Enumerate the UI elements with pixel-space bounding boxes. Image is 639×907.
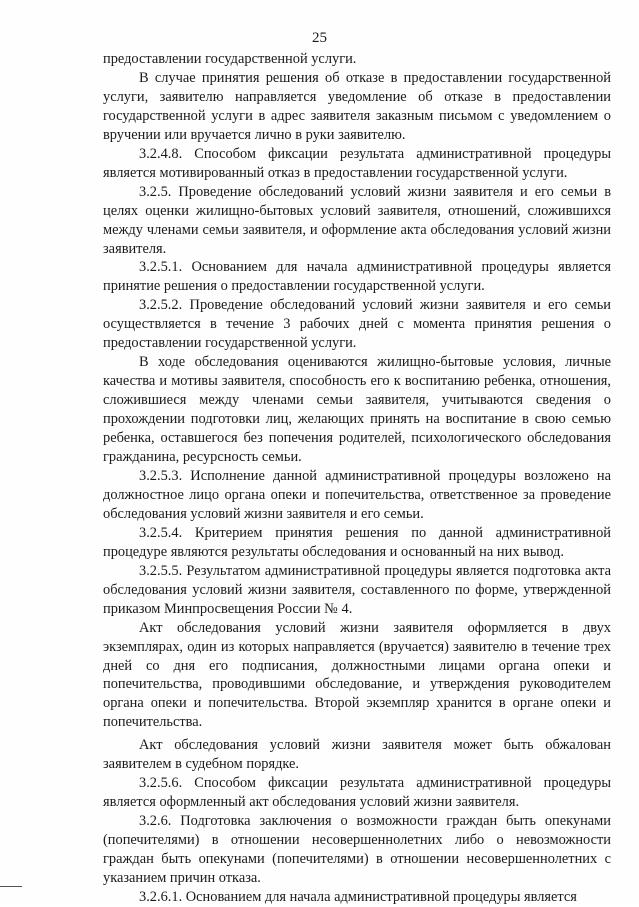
- paragraph: 3.2.5.1. Основанием для начала административной процедуры является принятие решения о предоставлении государственной услуги.: [103, 259, 611, 295]
- paragraph: 3.2.5.6. Способом фиксации результата административной процедуры является оформленный акт обследования условий жизни заявителя.: [103, 775, 611, 811]
- paragraph: 3.2.5. Проведение обследований условий жизни заявителя и его семьи в целях оценки жилищно-бытовых условий заявителя, отношений, сложившихся между членами семьи заявителя, и оформление акта обследования условий жизни заявителя.: [103, 183, 611, 257]
- paragraph: Акт обследования условий жизни заявителя оформляется в двух экземплярах, один из которых направляется (вручается) заявителю в течение трех дней со дня его подписания, должностными лицами органа опеки и попечительства, проводившими обследование, и утверждения руководителем органа опеки и попечительства. Второй экземпляр хранится в органе опеки и попечительства.: [103, 619, 611, 731]
- paragraph: В ходе обследования оцениваются жилищно-бытовые условия, личные качества и мотивы заявителя, способность его к воспитанию ребенка, отношения, сложившиеся между членами семьи заявителя, учитываются сведения о прохождении подготовки лиц, желающих принять на воспитание в свою семью ребенка, оставшегося без попечения родителей, психологического обследования гражданина, ресурсность семьи.: [103, 354, 611, 466]
- paragraph: 3.2.4.8. Способом фиксации результата административной процедуры является мотивированный отказ в предоставлении государственной услуги.: [103, 145, 611, 181]
- paragraph: Акт обследования условий жизни заявителя может быть обжалован заявителем в судебном порядке.: [103, 737, 611, 773]
- paragraph: 3.2.5.2. Проведение обследований условий жизни заявителя и его семьи осуществляется в течение 3 рабочих дней с момента принятия решения о предоставлении государственной услуги.: [103, 297, 611, 352]
- paragraph: предоставлении государственной услуги.: [103, 51, 357, 67]
- document-body: [103, 50, 611, 907]
- paragraph: 3.2.6. Подготовка заключения о возможности граждан быть опекунами (попечителями) в отношении несовершеннолетних либо о невозможности граждан быть опекунами (попечителями) в отношении несовершеннолетних с указанием причин отказа.: [103, 813, 611, 886]
- paragraph: В случае принятия решения об отказе в предоставлении государственной услуги, заявителю направляется уведомление об отказе в предоставлении государственной услуги в адрес заявителя заказным письмом с уведомлением о вручении или вручается лично в руки заявителю.: [103, 69, 611, 143]
- paragraph: 3.2.5.4. Критерием принятия решения по данной административной процедуре являются результаты обследования и основанный на них вывод.: [103, 524, 611, 560]
- page-number: 25: [312, 30, 327, 46]
- paragraph: 3.2.6.1. Основанием для начала административной процедуры является: [139, 888, 577, 905]
- paragraph: 3.2.5.3. Исполнение данной административной процедуры возложено на должностное лицо органа опеки и попечительства, ответственное за проведение обследования условий жизни заявителя и его семьи.: [103, 467, 611, 522]
- paragraph: 3.2.5.5. Результатом административной процедуры является подготовка акта обследования условий жизни заявителя, составленного по форме, утвержденной приказом Минпросвещения России № 4.: [103, 562, 611, 617]
- scan-edge-mark: [0, 886, 22, 887]
